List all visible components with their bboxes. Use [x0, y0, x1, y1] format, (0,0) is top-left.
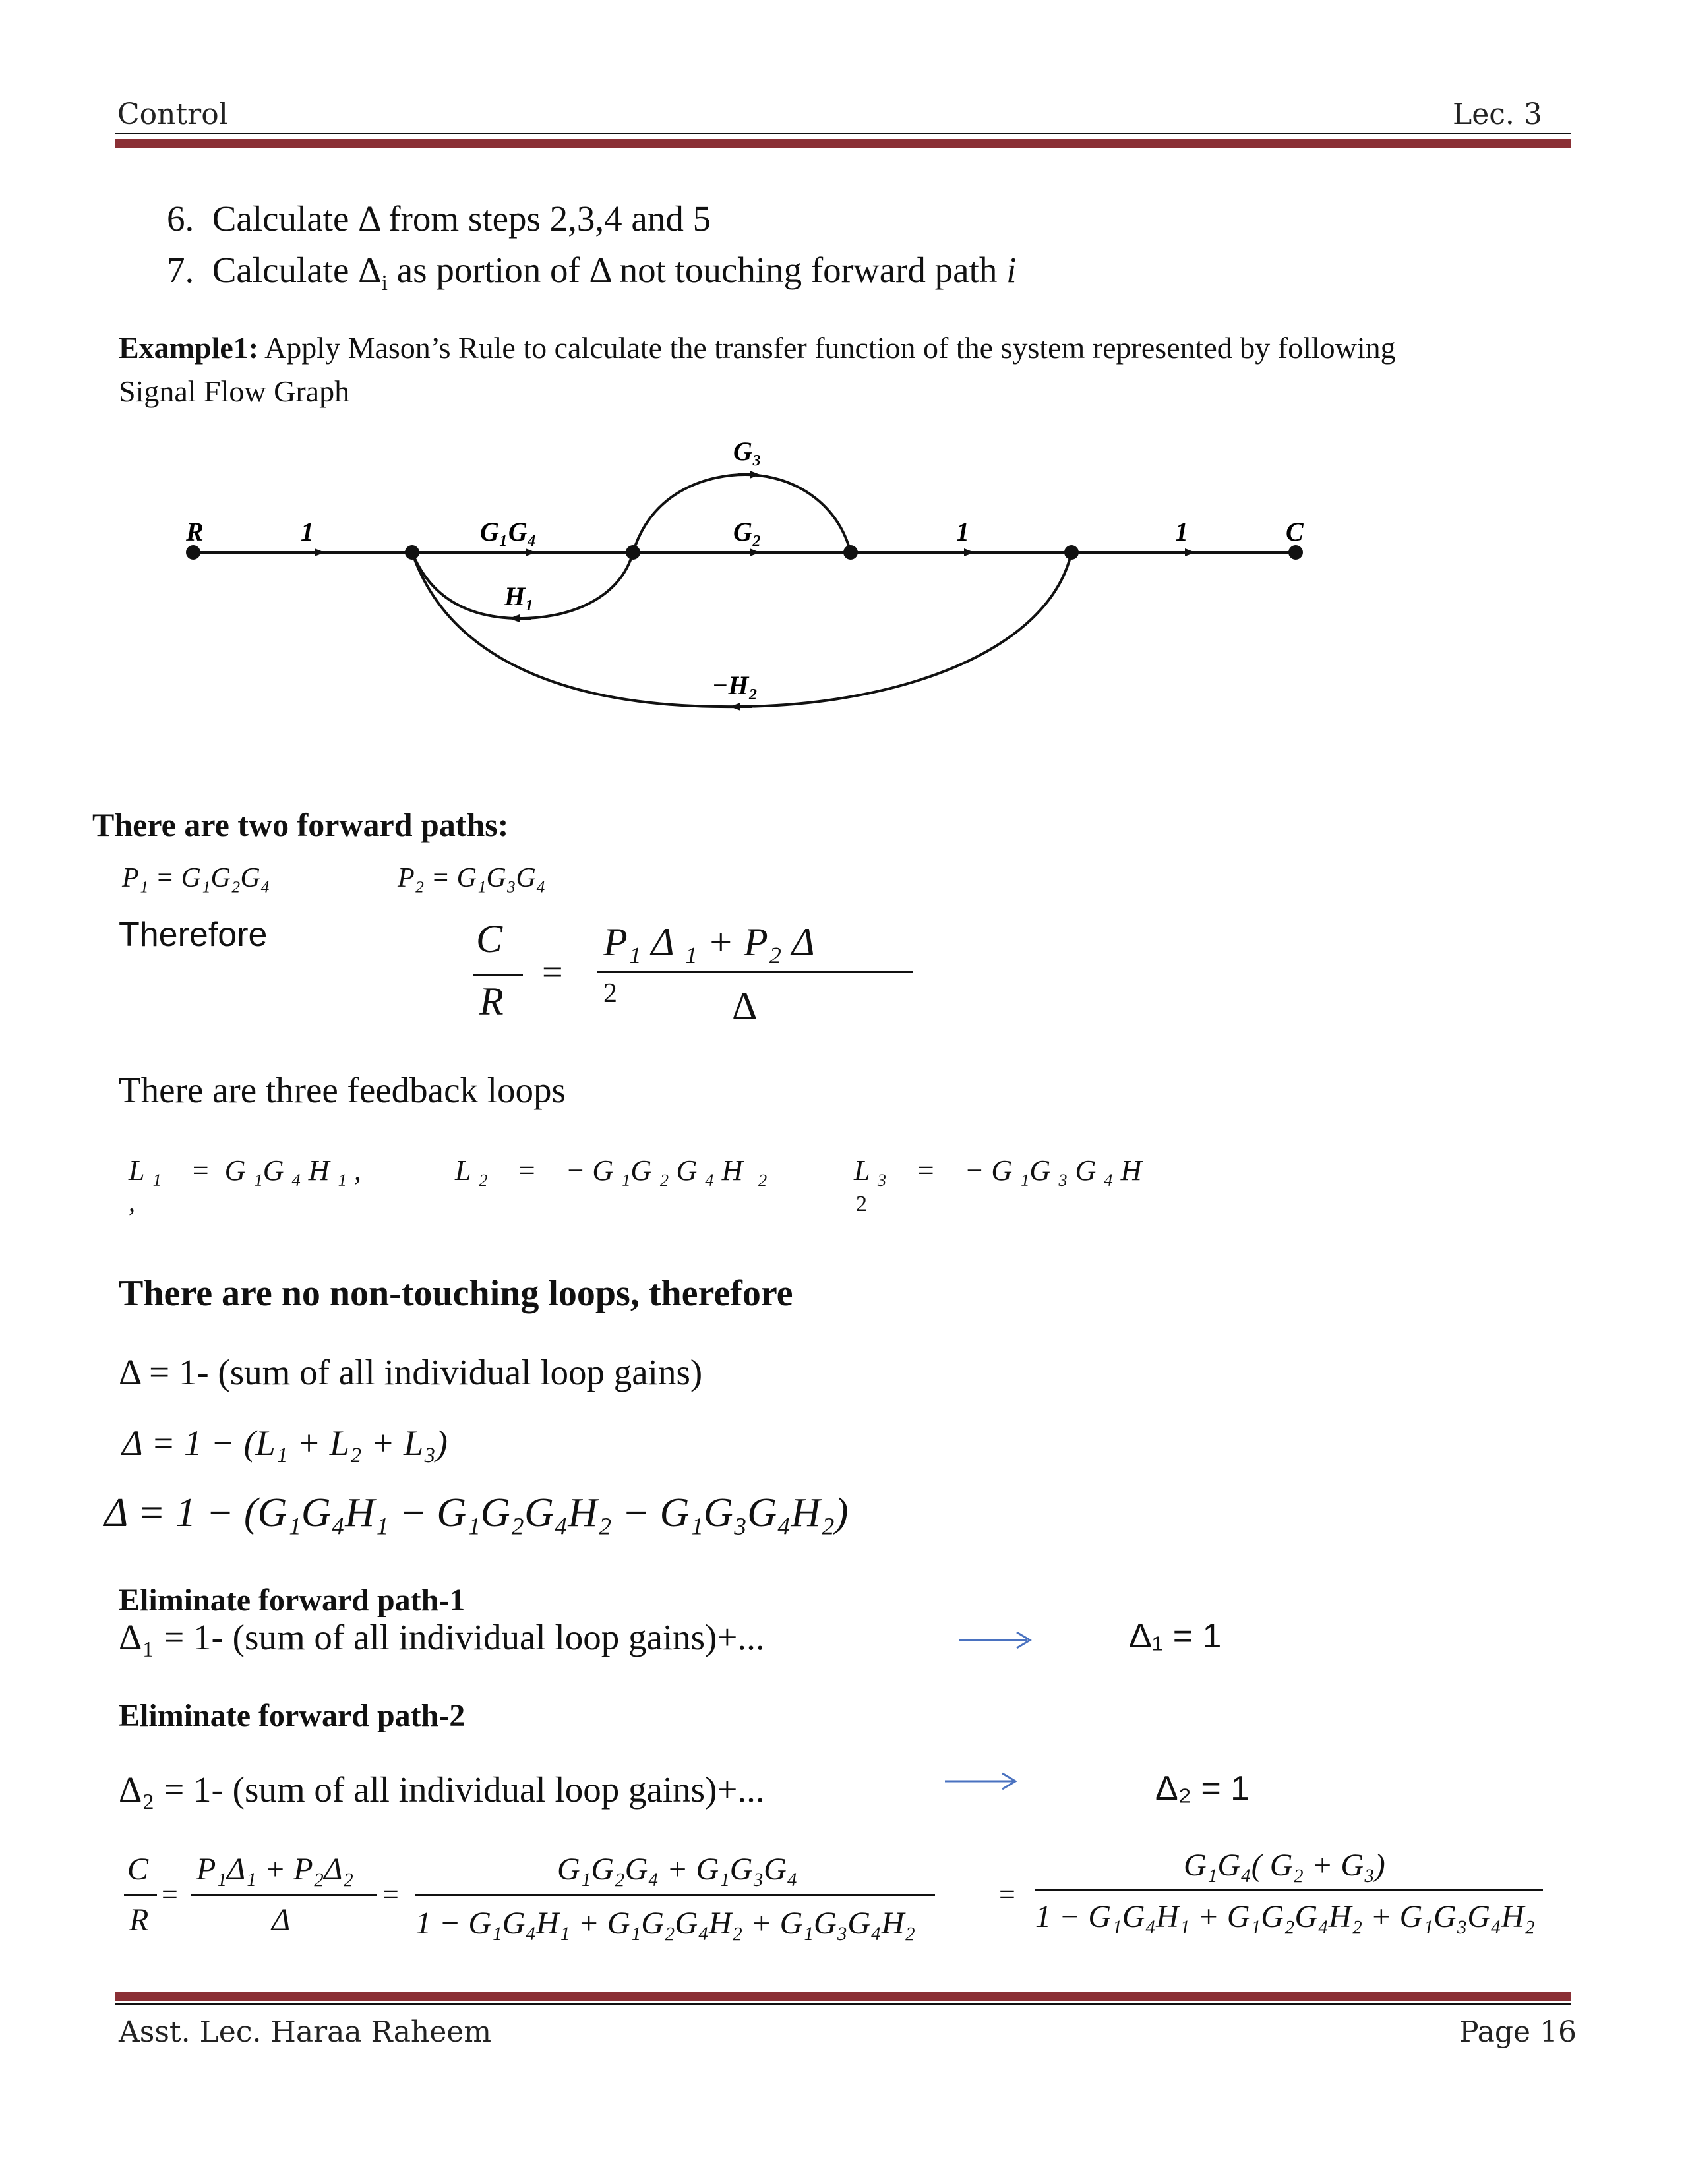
label-c: C: [1286, 517, 1304, 546]
final-simplified-denominator: 1 − G₁G₄H₁ + G₁G₂G₄H₂ + G₁G₃G₄H₂: [1035, 1899, 1536, 1934]
lhs-denominator: R: [479, 980, 504, 1023]
final-expanded-numerator: G₁G₂G₄ + G₁G₃G₄: [557, 1852, 798, 1887]
label-h2: −H₂: [712, 670, 758, 700]
example-paragraph: [119, 326, 1569, 413]
step-subscript: i: [381, 271, 388, 295]
delta-expanded: Δ = 1 − (G₁G₄H₁ − G₁G₂G₄H₂ − G₁G₃G₄H₂): [104, 1490, 849, 1535]
step-italic: i: [1006, 250, 1017, 290]
final-bar-2: [191, 1894, 377, 1896]
elim1-result: Δ₁ = 1: [1129, 1617, 1222, 1655]
footer-rule-thick: [115, 1992, 1571, 2001]
step-text: as portion of Δ not touching forward path: [388, 250, 1007, 290]
nontouching-heading: There are no non-touching loops, therefore: [119, 1273, 793, 1314]
final-mason-numerator: P₁Δ₁ + P₂Δ₂: [196, 1852, 354, 1887]
node-2: [405, 545, 419, 560]
path-p1: P₁ = G₁G₂G₄: [122, 863, 270, 893]
header-lecture: Lec. 3: [1453, 98, 1542, 131]
example-text-line2: Signal Flow Graph: [119, 374, 350, 408]
rhs-denominator-sub: 2: [603, 978, 617, 1009]
node-5: [1064, 545, 1079, 560]
loops-heading: There are three feedback loops: [119, 1070, 566, 1110]
elim2-heading: Eliminate forward path-2: [119, 1698, 466, 1733]
elim2-result: Δ₂ = 1: [1155, 1769, 1250, 1808]
example-label: Example1:: [119, 331, 259, 365]
node-3: [626, 545, 640, 560]
final-eq-3: =: [999, 1878, 1015, 1910]
label-g1g4: G₁G₄: [480, 517, 537, 546]
footer-author: Asst. Lec. Haraa Raheem: [119, 2015, 492, 2049]
lhs-fraction-bar: [473, 974, 523, 976]
footer-rule-thin: [115, 2003, 1571, 2005]
therefore-label: Therefore: [119, 916, 268, 954]
delta-sum-loops: Δ = 1 − (L₁ + L₂ + L₃): [122, 1423, 448, 1463]
footer-page-number: Page 16: [1459, 2015, 1577, 2049]
lhs-numerator: C: [476, 917, 503, 960]
label-branch-4: 1: [956, 517, 969, 546]
node-c: [1288, 545, 1303, 560]
label-branch-1: 1: [301, 517, 314, 546]
header-rule-thin: [115, 133, 1571, 134]
loop-l1: L ₁ = G ₁G ₄ H ₁ ,: [129, 1154, 361, 1187]
rhs-denominator: Δ: [732, 984, 758, 1028]
final-c: C: [127, 1852, 149, 1887]
example-text: Apply Mason’s Rule to calculate the transfer function of the system represented by following: [258, 331, 1396, 365]
rhs-numerator: P₁ Δ ₁ + P₂ Δ: [603, 920, 815, 964]
final-eq-1: =: [162, 1878, 178, 1910]
loop-l3: L ₃ = − G ₁G ₃ G ₄ H: [854, 1154, 1142, 1187]
forward-paths-heading: There are two forward paths:: [92, 806, 509, 843]
final-expanded-denominator: 1 − G₁G₄H₁ + G₁G₂G₄H₂ + G₁G₃G₄H₂: [415, 1906, 916, 1941]
arrow-right-icon: [956, 1627, 1035, 1653]
loop-l3-sub: 2: [856, 1192, 867, 1216]
node-4: [843, 545, 858, 560]
step-text: Calculate Δ from steps 2,3,4 and 5: [212, 198, 711, 239]
node-r: [186, 545, 200, 560]
final-bar-1: [124, 1894, 157, 1896]
elim2-text: Δ₂ = 1- (sum of all individual loop gains)+...: [119, 1769, 765, 1810]
label-branch-5: 1: [1175, 517, 1188, 546]
signal-flow-graph: [171, 442, 1332, 725]
label-h1: H₁: [504, 581, 535, 611]
final-eq-2: =: [382, 1878, 399, 1910]
header-title: Control: [117, 98, 228, 131]
loop-l1-comma: ,: [129, 1187, 135, 1217]
final-bar-4: [1035, 1889, 1543, 1891]
step-text: Calculate Δ: [212, 250, 382, 290]
label-r: R: [186, 517, 204, 546]
final-bar-3: [415, 1894, 935, 1896]
step-7: [167, 249, 1016, 296]
equals-sign: =: [542, 952, 563, 993]
path-p2: P₂ = G₁G₃G₄: [398, 863, 546, 893]
header-rule-thick: [115, 139, 1571, 148]
step-number: 6.: [167, 198, 195, 239]
arrow-right-icon: [942, 1768, 1021, 1794]
step-number: 7.: [167, 250, 195, 290]
label-g2: G₂: [733, 517, 762, 546]
final-simplified-numerator: G₁G₄( G₂ + G₃): [1184, 1848, 1385, 1883]
label-g3: G₃: [733, 442, 762, 466]
final-r: R: [129, 1903, 149, 1937]
elim1-text: Δ₁ = 1- (sum of all individual loop gains)+...: [119, 1617, 765, 1657]
delta-definition: Δ = 1- (sum of all individual loop gains): [119, 1352, 703, 1392]
elim1-heading: Eliminate forward path-1: [119, 1583, 466, 1618]
final-mason-denominator: Δ: [272, 1903, 291, 1937]
step-6: [167, 198, 711, 239]
loop-l2: L ₂ = − G ₁G ₂ G ₄ H ₂: [455, 1154, 768, 1187]
rhs-fraction-bar: [597, 971, 913, 973]
